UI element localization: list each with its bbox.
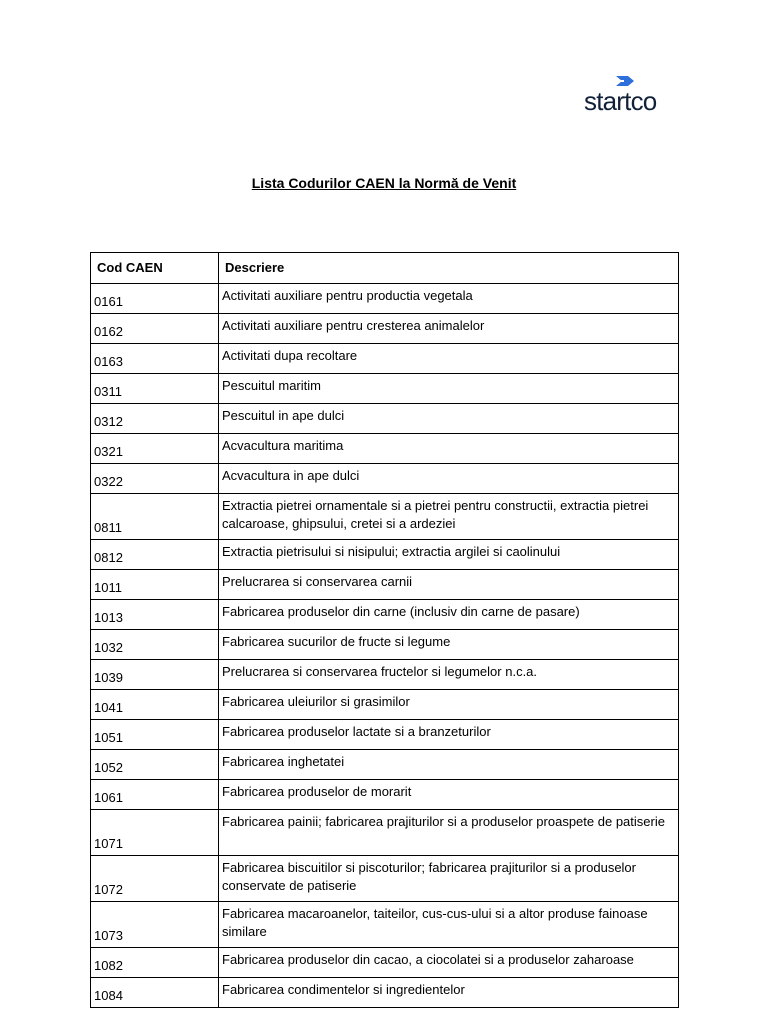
- header-cod-caen: Cod CAEN: [91, 253, 219, 284]
- cod-caen-cell: 0311: [91, 374, 219, 404]
- cod-caen-cell: 0312: [91, 404, 219, 434]
- table-row: [91, 284, 679, 314]
- table-row: [91, 750, 679, 780]
- cod-caen-cell: 1082: [91, 948, 219, 978]
- table-header-row: [91, 253, 679, 284]
- cod-caen-cell: 1072: [91, 856, 219, 902]
- table-row: [91, 810, 679, 856]
- cod-caen-cell: 1039: [91, 660, 219, 690]
- startco-logo: [584, 72, 676, 116]
- descriere-cell: Fabricarea produselor din carne (inclusiv din carne de pasare): [219, 600, 679, 630]
- cod-caen-cell: 1061: [91, 780, 219, 810]
- descriere-cell: Extractia pietrei ornamentale si a pietrei pentru constructii, extractia pietrei calcaroase, ghipsului, cretei si a ardeziei: [219, 494, 679, 540]
- document-title-text: Lista Codurilor CAEN la Normă de Venit: [251, 175, 517, 191]
- table-row: [91, 780, 679, 810]
- cod-caen-cell: 1084: [91, 978, 219, 1008]
- descriere-cell: Fabricarea biscuitilor si piscoturilor; fabricarea prajiturilor si a produselor conservate de patiserie: [219, 856, 679, 902]
- table-row: [91, 856, 679, 902]
- table-row: [91, 720, 679, 750]
- descriere-cell: Fabricarea condimentelor si ingredientelor: [219, 978, 679, 1008]
- table-row: [91, 434, 679, 464]
- table-row: [91, 660, 679, 690]
- table-row: [91, 570, 679, 600]
- cod-caen-cell: 0161: [91, 284, 219, 314]
- table-row: [91, 344, 679, 374]
- cod-caen-cell: 0322: [91, 464, 219, 494]
- cod-caen-cell: 1073: [91, 902, 219, 948]
- descriere-cell: Acvacultura maritima: [219, 434, 679, 464]
- header-descriere: Descriere: [219, 253, 679, 284]
- descriere-cell: Fabricarea painii; fabricarea prajiturilor si a produselor proaspete de patiserie: [219, 810, 679, 856]
- descriere-cell: Fabricarea produselor din cacao, a ciocolatei si a produselor zaharoase: [219, 948, 679, 978]
- cod-caen-cell: 1041: [91, 690, 219, 720]
- descriere-cell: Activitati dupa recoltare: [219, 344, 679, 374]
- cod-caen-cell: 0811: [91, 494, 219, 540]
- descriere-cell: Fabricarea inghetatei: [219, 750, 679, 780]
- cod-caen-cell: 1071: [91, 810, 219, 856]
- descriere-cell: Fabricarea produselor de morarit: [219, 780, 679, 810]
- table-row: [91, 540, 679, 570]
- table-row: [91, 690, 679, 720]
- descriere-cell: Fabricarea produselor lactate si a branzeturilor: [219, 720, 679, 750]
- cod-caen-cell: 0321: [91, 434, 219, 464]
- cod-caen-cell: 0162: [91, 314, 219, 344]
- descriere-cell: Prelucrarea si conservarea carnii: [219, 570, 679, 600]
- table-row: [91, 494, 679, 540]
- descriere-cell: Fabricarea uleiurilor si grasimilor: [219, 690, 679, 720]
- descriere-cell: Prelucrarea si conservarea fructelor si legumelor n.c.a.: [219, 660, 679, 690]
- cod-caen-cell: 0812: [91, 540, 219, 570]
- cod-caen-cell: 1032: [91, 630, 219, 660]
- table-row: [91, 600, 679, 630]
- descriere-cell: Fabricarea sucurilor de fructe si legume: [219, 630, 679, 660]
- descriere-cell: Pescuitul maritim: [219, 374, 679, 404]
- descriere-cell: Extractia pietrisului si nisipului; extractia argilei si caolinului: [219, 540, 679, 570]
- descriere-cell: Fabricarea macaroanelor, taiteilor, cus-cus-ului si a altor produse fainoase similare: [219, 902, 679, 948]
- logo-wordmark: startco: [584, 86, 657, 116]
- descriere-cell: Activitati auxiliare pentru productia vegetala: [219, 284, 679, 314]
- table-row: [91, 374, 679, 404]
- table-row: [91, 902, 679, 948]
- document-title: [0, 175, 768, 191]
- descriere-cell: Pescuitul in ape dulci: [219, 404, 679, 434]
- table-row: [91, 978, 679, 1008]
- table-row: [91, 314, 679, 344]
- cod-caen-cell: 1052: [91, 750, 219, 780]
- table-body: [91, 284, 679, 1008]
- cod-caen-cell: 0163: [91, 344, 219, 374]
- descriere-cell: Activitati auxiliare pentru cresterea animalelor: [219, 314, 679, 344]
- table-row: [91, 464, 679, 494]
- cod-caen-cell: 1051: [91, 720, 219, 750]
- table-row: [91, 630, 679, 660]
- cod-caen-cell: 1011: [91, 570, 219, 600]
- caen-codes-table: [90, 252, 679, 1008]
- table-row: [91, 404, 679, 434]
- descriere-cell: Acvacultura in ape dulci: [219, 464, 679, 494]
- cod-caen-cell: 1013: [91, 600, 219, 630]
- table-row: [91, 948, 679, 978]
